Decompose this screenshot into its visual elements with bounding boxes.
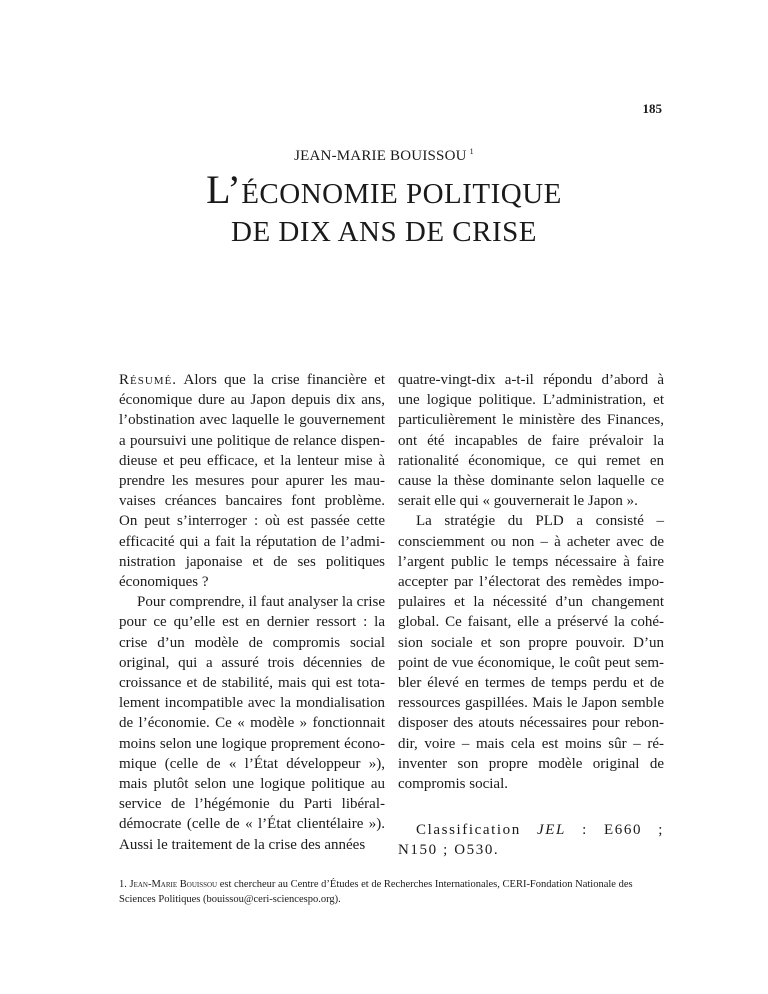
footnote-ref: 1 [469,147,474,156]
footnote [119,877,664,907]
title-lead: L’ [206,167,242,212]
jel-codes: : E660 ; N150 ; O530. [398,822,664,859]
jel-classification [398,820,664,860]
abstract-paragraph-2-part-2: quatre-vingt-dix a-t-il répondu d’abord à une logique politique. L’administration, et particulièrement le ministère des Finances, ont été incapables de faire prévaloir la rationalité économique, ce qui remet en cause la thèse dominante selon laquelle ce serait elle qui « gouvernerait le Japon ». [398,372,664,510]
abstract-paragraph-2-part-1: Pour comprendre, il faut analyser la crise pour ce qu’elle est en dernier ressort : la crise d’un modèle de compromis social original, qui a assuré trois décennies de croissance et de stabilité, mais qui est totalement incompatible avec la mondialisation de l’économie. Ce « modèle » fonctionnait moins selon une logique proprement économique (celle de « l’État développeur »), mais plutôt selon une logique politique au service de l’hégémonie du Parti libéral-démocrate (celle de « l’État clientélaire »). Aussi le traitement de la crise des années [119,594,385,853]
abstract-column-right [398,370,664,861]
abstract-paragraph-3: La stratégie du PLD a consisté – consciemment ou non – à acheter avec de l’argent public le temps nécessaire à faire accepter par l’électorat des remèdes impopulaires et la nécessité d’un changement global. Ce faisant, elle a préservé la cohésion sociale et son propre pouvoir. D’un point de vue économique, le coût peut sembler élevé en termes de temps perdu et de ressources gaspillées. Mais le Japon semble disposer des atouts nécessaires pour rebondir, voire – mais cela est moins sûr – réinventer son propre modèle original de compromis social. [398,513,664,793]
jel-label: Classification [416,822,521,839]
author-name-text: JEAN-MARIE BOUISSOU [294,148,467,164]
title-rest: ÉCONOMIE POLITIQUE [241,178,562,210]
article-title-line-2: DE DIX ANS DE CRISE [231,216,537,248]
footnote-author-name: Jean-Marie Bouissou [129,879,218,890]
abstract-column-left [119,370,385,855]
page-number: 185 [642,101,662,116]
article-title-line-1 [0,166,768,213]
abstract-label: Résumé. [119,372,178,388]
author-name [0,147,768,165]
jel-tag: JEL [537,822,566,839]
footnote-number: 1. [119,879,127,890]
abstract-paragraph-1-text: Alors que la crise financière et économique dure au Japon depuis dix ans, l’obstination avec laquelle le gouvernement a poursuivi une politique de relance dispendieuse et peu efficace, et la lenteur mise à prendre les mesures pour apurer les mauvaises créances bancaires font problème. On peut s’interroger : où est passée cette efficacité qui a fait la réputation de l’administration japonaise et de ses politiques économiques ? [119,372,385,591]
abstract-paragraph-1 [119,370,385,592]
footnote-text: est chercheur au Centre d’Études et de Recherches Internationales, CERI-Fondation Nationale des Sciences Politiques (bouissou@ceri-sciencespo.org). [119,879,633,905]
